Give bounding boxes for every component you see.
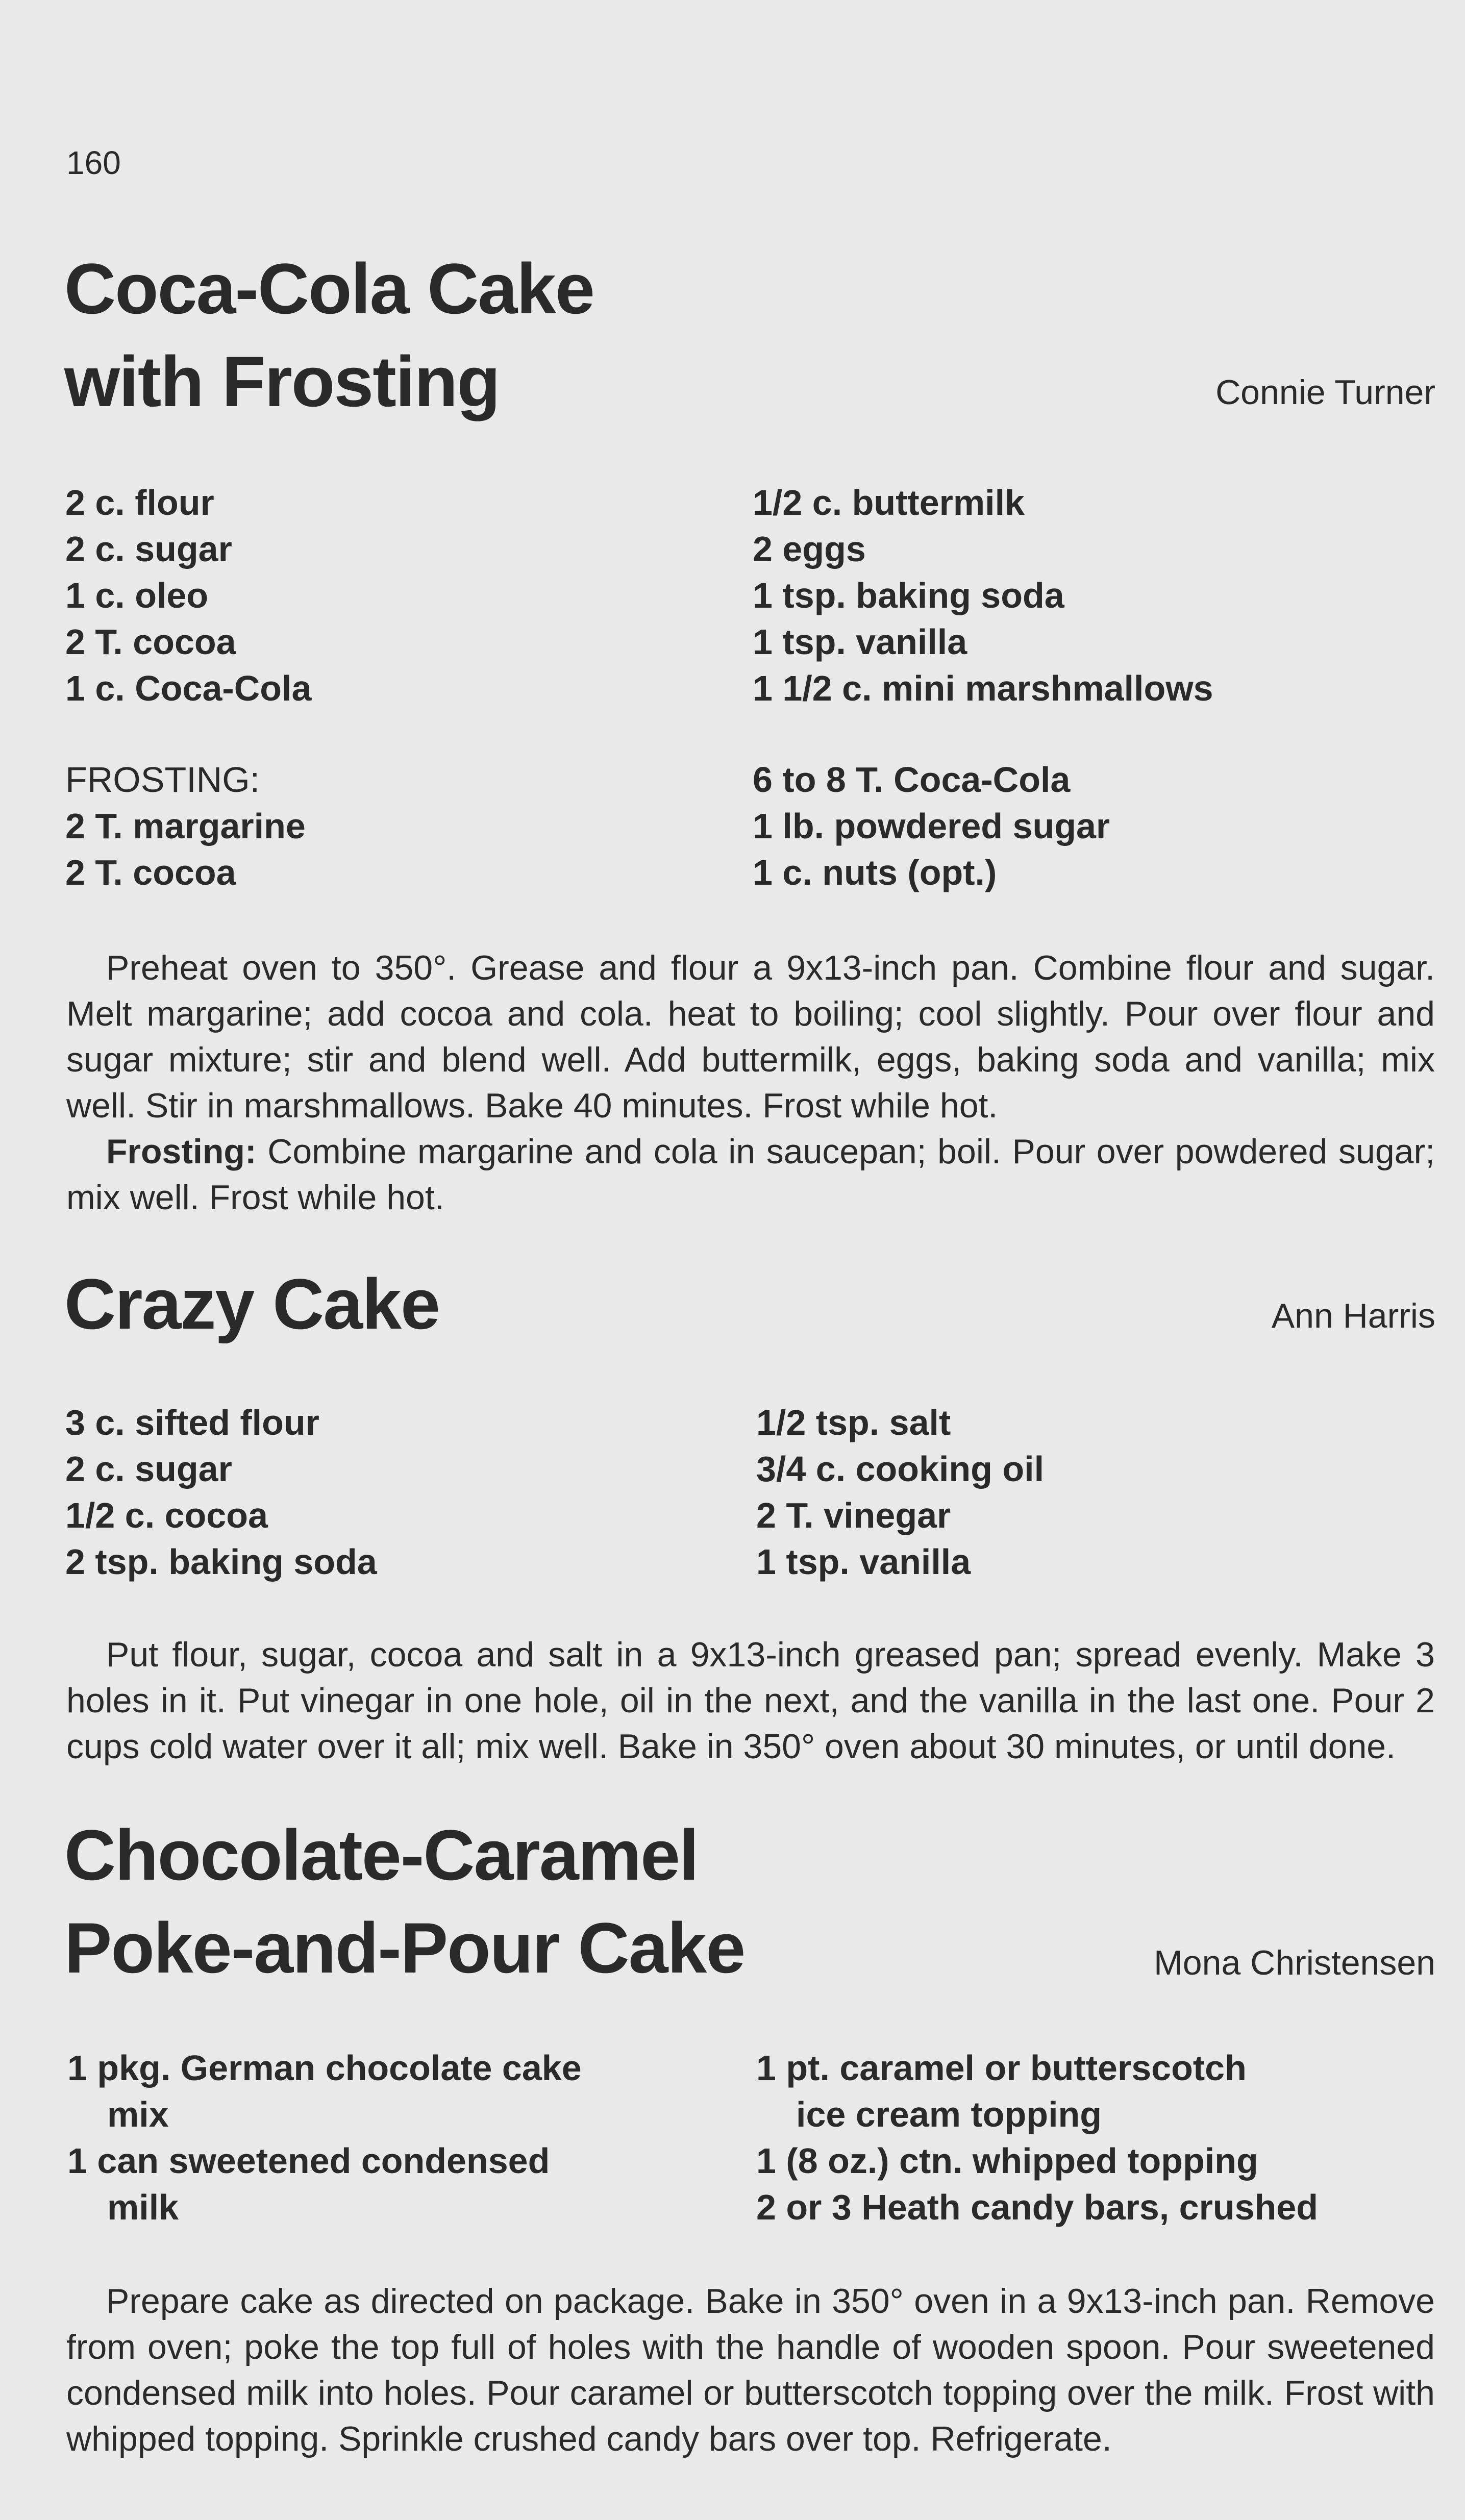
ingredient-item: 1/2 tsp. salt bbox=[756, 1403, 951, 1442]
recipe-author: Connie Turner bbox=[1215, 373, 1435, 412]
frosting-heading: Frosting: bbox=[106, 1132, 257, 1171]
ingredient-item: 1 1/2 c. mini marshmallows bbox=[753, 668, 1213, 708]
ingredient-item: 1 tsp. vanilla bbox=[756, 1542, 971, 1582]
recipe-title-line-1: Coca-Cola Cake bbox=[64, 248, 594, 329]
recipe-author: Ann Harris bbox=[1271, 1296, 1435, 1335]
frosting-label: FROSTING: bbox=[65, 760, 260, 800]
directions-text: Put flour, sugar, cocoa and salt in a 9x13-inch greased pan; spread evenly. Make 3 holes in it. Put vinegar in one hole, oil in the next, and the vanilla in the last one. Pour 2 cups cold water over it all; mix well. Bake in 350° oven about 30 minutes, or until done. bbox=[66, 1635, 1435, 1766]
directions-text: Preheat oven to 350°. Grease and flour a 9x13-inch pan. Combine flour and sugar. Melt margarine; add cocoa and cola. heat to boiling; cool slightly. Pour over flour and sugar mixture; stir and blend well. Add buttermilk, eggs, baking soda and vanilla; mix well. Stir in marshmallows. Bake 40 minutes. Frost while hot. bbox=[66, 949, 1435, 1125]
ingredient-list-left bbox=[67, 2045, 582, 2231]
ingredient-item: 2 c. sugar bbox=[65, 529, 232, 569]
ingredient-list-right bbox=[753, 480, 1213, 712]
recipe-directions bbox=[66, 2278, 1435, 2462]
ingredient-item: 1 (8 oz.) ctn. whipped topping bbox=[756, 2141, 1258, 2181]
frosting-list-right bbox=[753, 757, 1110, 896]
ingredient-item: 2 c. sugar bbox=[65, 1449, 232, 1489]
ingredient-item: 2 eggs bbox=[753, 529, 866, 569]
ingredient-item: 1 pkg. German chocolate cake bbox=[67, 2048, 582, 2088]
ingredient-item: 6 to 8 T. Coca-Cola bbox=[753, 760, 1071, 800]
recipe-directions bbox=[66, 945, 1435, 1220]
ingredient-item: 1 tsp. vanilla bbox=[753, 622, 967, 662]
ingredient-list-left bbox=[65, 1400, 377, 1585]
ingredient-list-left bbox=[65, 480, 311, 712]
frosting-list-left bbox=[65, 757, 306, 896]
ingredient-item: 1 c. Coca-Cola bbox=[65, 668, 312, 708]
recipe-title bbox=[64, 1809, 744, 1994]
ingredient-item: 1/2 c. buttermilk bbox=[753, 483, 1025, 522]
ingredient-list-right bbox=[756, 1400, 1044, 1585]
ingredient-item-continued: ice cream topping bbox=[796, 2094, 1102, 2134]
frosting-directions-text: Combine margarine and cola in saucepan; boil. Pour over powdered sugar; mix well. Frost while hot. bbox=[66, 1132, 1435, 1217]
recipe-title bbox=[64, 242, 594, 428]
ingredient-item: 2 T. cocoa bbox=[65, 622, 236, 662]
ingredient-item: 1 c. oleo bbox=[65, 576, 209, 615]
ingredient-item: 1 tsp. baking soda bbox=[753, 576, 1064, 615]
recipe-directions bbox=[66, 1632, 1435, 1769]
ingredient-item: 1 pt. caramel or butterscotch bbox=[756, 2048, 1247, 2088]
ingredient-item: 2 T. margarine bbox=[65, 806, 306, 846]
recipe-author: Mona Christensen bbox=[1154, 1943, 1435, 1982]
ingredient-item: 2 T. vinegar bbox=[756, 1495, 951, 1535]
ingredient-item-continued: milk bbox=[107, 2187, 179, 2227]
ingredient-item: 2 T. cocoa bbox=[65, 853, 236, 892]
ingredient-item: 2 or 3 Heath candy bars, crushed bbox=[756, 2187, 1318, 2227]
ingredient-item: 1 lb. powdered sugar bbox=[753, 806, 1110, 846]
recipe-title-line-2: Poke-and-Pour Cake bbox=[64, 1908, 745, 1988]
recipe-title-line-1: Crazy Cake bbox=[64, 1264, 439, 1344]
page-number: 160 bbox=[66, 144, 121, 181]
directions-text: Prepare cake as directed on package. Bake in 350° oven in a 9x13-inch pan. Remove from oven; poke the top full of holes with the handle of wooden spoon. Pour sweetened condensed milk into holes. Pour caramel or butterscotch topping over the milk. Frost with whipped topping. Sprinkle crushed candy bars over top. Refrigerate. bbox=[66, 2282, 1435, 2458]
recipe-title-line-2: with Frosting bbox=[64, 341, 500, 421]
ingredient-item: 1 c. nuts (opt.) bbox=[753, 853, 997, 892]
ingredient-item: 3 c. sifted flour bbox=[65, 1403, 319, 1442]
ingredient-list-right bbox=[756, 2045, 1318, 2231]
ingredient-item: 1 can sweetened condensed bbox=[67, 2141, 550, 2181]
ingredient-item: 2 tsp. baking soda bbox=[65, 1542, 377, 1582]
recipe-title-line-1: Chocolate-Caramel bbox=[64, 1815, 698, 1895]
ingredient-item-continued: mix bbox=[107, 2094, 169, 2134]
ingredient-item: 3/4 c. cooking oil bbox=[756, 1449, 1045, 1489]
ingredient-item: 1/2 c. cocoa bbox=[65, 1495, 268, 1535]
recipe-title bbox=[64, 1258, 439, 1351]
ingredient-item: 2 c. flour bbox=[65, 483, 214, 522]
